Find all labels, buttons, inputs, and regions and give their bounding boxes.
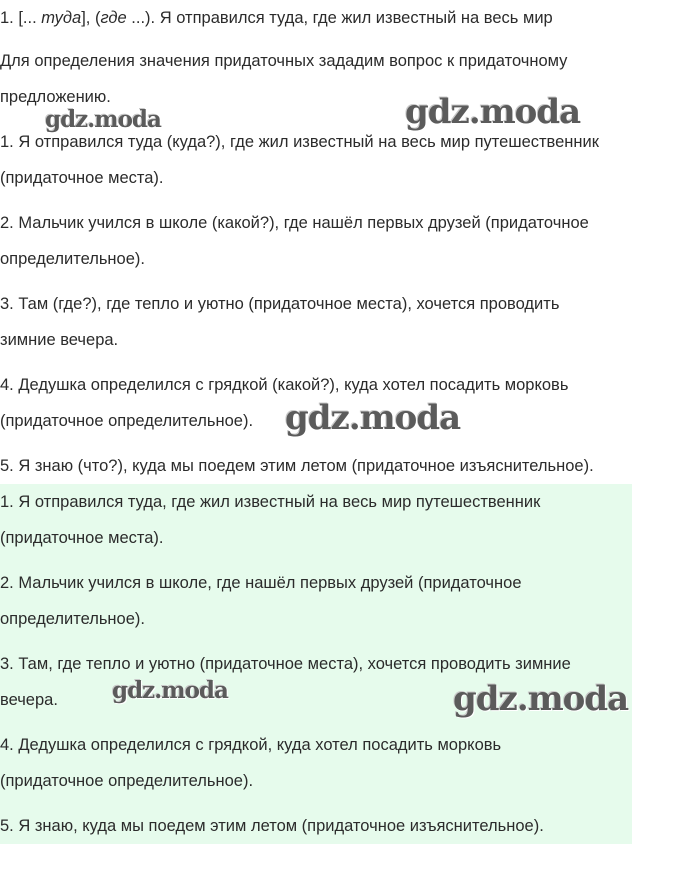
watermark-logo: gdz.moda [453, 679, 629, 719]
question-3-line-1: 3. Там (где?), где тепло и уютно (придаточное места), хочется проводить [0, 295, 560, 313]
question-1-line-2: (придаточное места). [0, 169, 164, 187]
question-2-line-2: определительное). [0, 250, 145, 268]
answer-1-line-1: 1. Я отправился туда, где жил известный на весь мир путешественник [0, 493, 541, 511]
watermark-logo: gdz.moda [45, 106, 161, 133]
answer-5-line-1: 5. Я знаю, куда мы поедем этим летом (придаточное изъяснительное). [0, 817, 544, 835]
answer-2-line-2: определительное). [0, 610, 145, 628]
intro-tuda: туда [41, 9, 82, 27]
answer-4-line-1: 4. Дедушка определился с грядкой, куда хотел посадить морковь [0, 736, 502, 754]
answer-3-line-2: вечера. [0, 691, 58, 709]
answer-1-line-2: (придаточное места). [0, 529, 164, 547]
answer-2-line-1: 2. Мальчик учился в школе, где нашёл первых друзей (придаточное [0, 574, 522, 592]
question-5-line-1: 5. Я знаю (что?), куда мы поедем этим летом (придаточное изъяснительное). [0, 457, 594, 475]
answer-3-line-1: 3. Там, где тепло и уютно (придаточное места), хочется проводить зимние [0, 655, 571, 673]
intro-line [0, 0, 553, 36]
question-4-line-2: (придаточное определительное). [0, 412, 254, 430]
answer-4-line-2: (придаточное определительное). [0, 772, 254, 790]
explanation-line-2: предложению. [0, 88, 111, 106]
question-2-line-1: 2. Мальчик учился в школе (какой?), где нашёл первых друзей (придаточное [0, 214, 589, 232]
intro-number: 1. [... [0, 9, 42, 27]
explanation-line-1: Для определения значения придаточных зададим вопрос к придаточному [0, 52, 568, 70]
question-3-line-2: зимние вечера. [0, 331, 119, 349]
intro-mid: ], ( [81, 9, 101, 27]
question-4-line-1: 4. Дедушка определился с грядкой (какой?), куда хотел посадить морковь [0, 376, 569, 394]
watermark-logo: gdz.moda [405, 92, 581, 132]
question-1-line-1: 1. Я отправился туда (куда?), где жил известный на весь мир путешественник [0, 133, 599, 151]
intro-gde: где [100, 9, 127, 27]
intro-tail: ...). Я отправился туда, где жил известный на весь мир [126, 9, 553, 27]
watermark-logo: gdz.moda [112, 677, 228, 704]
watermark-logo: gdz.moda [285, 398, 461, 438]
